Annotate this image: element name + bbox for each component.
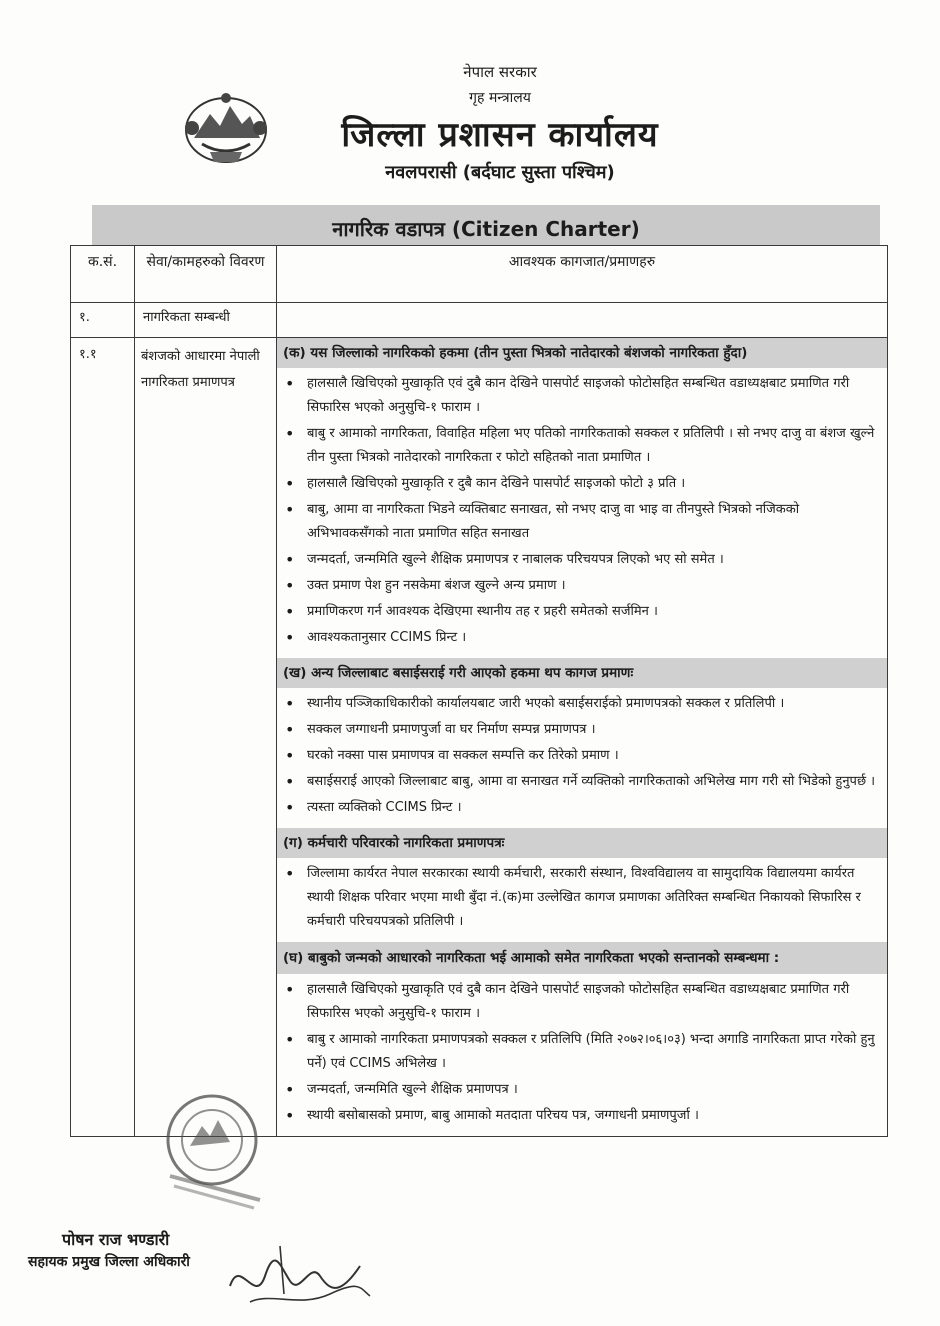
- list-item: • जिल्लामा कार्यरत नेपाल सरकारका स्थायी कर्मचारी, सरकारी संस्थान, विश्वविद्यालय वा सामुदायिक विद्यालयमा कार्यरत स्थायी शिक्षक परिवार भएमा माथी बुँदा नं.(क)मा उल्लेखित कागज प्रमाणका अतिरिक्त सम्बन्धित निकायको सिफारिस र कर्मचारी परिचयपत्रको प्रतिलिपी ।: [307, 862, 879, 934]
- section-list-ka: [277, 368, 887, 658]
- citizen-charter-table: [70, 245, 888, 1137]
- government-label: नेपाल सरकार: [463, 63, 537, 81]
- section-heading-ka: (क) यस जिल्लाको नागरिकको हकमा (तीन पुस्ता भित्रको नातेदारको बंशजको नागरिकता हुँदा): [277, 338, 887, 368]
- list-item: • हालसालै खिचिएको मुखाकृति एवं दुबै कान देखिने पासपोर्ट साइजको फोटोसहित सम्बन्धित वडाध्यक्षबाट प्रमाणित गरी सिफारिस भएको अनुसुचि-१ फाराम ।: [307, 978, 879, 1026]
- list-item: • बाबु र आमाको नागरिकता प्रमाणपत्रको सक्कल र प्रतिलिपि (मिति २०७२।०६।०३) भन्दा अगाडि नागरिकता प्राप्त गरेको हुनु पर्ने) एवं CCIMS अभिलेख ।: [307, 1028, 879, 1076]
- section-heading-gha: (घ) बाबुको जन्मको आधारको नागरिकता भई आमाको समेत नागरिकता भएको सन्तानको सम्बन्धमा :: [277, 942, 887, 974]
- header-service: सेवा/कामहरुको विवरण: [135, 246, 277, 303]
- list-item: • त्यस्ता व्यक्तिको CCIMS प्रिन्ट ।: [307, 796, 879, 820]
- charter-title-bar: [92, 205, 880, 245]
- office-title: जिल्ला प्रशासन कार्यालय: [341, 115, 659, 155]
- handwritten-signature: [220, 1236, 380, 1316]
- signatory-name: पोषन राज भण्डारी: [62, 1230, 170, 1249]
- list-item: • हालसालै खिचिएको मुखाकृति र दुबै कान देखिने पासपोर्ट साइजको फोटो ३ प्रति ।: [307, 472, 879, 496]
- ministry-label: गृह मन्त्रालय: [469, 90, 531, 106]
- district-label: नवलपरासी (बर्दघाट सुस्ता पश्चिम): [385, 162, 615, 183]
- row-service: बंशजको आधारमा नेपाली नागरिकता प्रमाणपत्र: [135, 338, 277, 1137]
- list-item: • उक्त प्रमाण पेश हुन नसकेमा बंशज खुल्ने अन्य प्रमाण ।: [307, 574, 879, 598]
- list-item: • आवश्यकतानुसार CCIMS प्रिन्ट ।: [307, 626, 879, 650]
- list-item: • जन्मदर्ता, जन्ममिति खुल्ने शैक्षिक प्रमाणपत्र र नाबालक परिचयपत्र लिएको भए सो समेत ।: [307, 548, 879, 572]
- page-header: [0, 0, 940, 200]
- row-sno: १.१: [71, 338, 135, 1137]
- list-item: • बाबु, आमा वा नागरिकता भिडने व्यक्तिबाट सनाखत, सो नभए दाजु वा भाइ वा तीनपुस्ते भित्रको नजिकको अभिभावकसँगको नाता प्रमाणित सहित सनाखत: [307, 498, 879, 546]
- table-header-row: [71, 246, 888, 303]
- table-row: [71, 338, 888, 1137]
- government-emblem-icon: [180, 88, 272, 168]
- category-service: नागरिकता सम्बन्धी: [135, 303, 277, 338]
- header-sno: क.सं.: [71, 246, 135, 303]
- list-item: • स्थानीय पञ्जिकाधिकारीको कार्यालयबाट जारी भएको बसाईसराईको प्रमाणपत्रको सक्कल र प्रतिलिपी ।: [307, 692, 879, 716]
- section-list-gha: [277, 974, 887, 1136]
- office-seal-stamp: [150, 1080, 280, 1210]
- section-heading-ga: (ग) कर्मचारी परिवारको नागरिकता प्रमाणपत्रः: [277, 828, 887, 858]
- list-item: • सक्कल जग्गाधनी प्रमाणपुर्जा वा घर निर्माण सम्पन्न प्रमाणपत्र ।: [307, 718, 879, 742]
- list-item: • प्रमाणिकरण गर्न आवश्यक देखिएमा स्थानीय तह र प्रहरी समेतको सर्जमिन ।: [307, 600, 879, 624]
- charter-title: नागरिक वडापत्र (Citizen Charter): [332, 217, 640, 241]
- section-list-kha: [277, 688, 887, 828]
- list-item: • बसाईसराई आएको जिल्लाबाट बाबु, आमा वा सनाखत गर्ने व्यक्तिको नागरिकताको अभिलेख माग गरी सो भिडेको हुनुपर्छ ।: [307, 770, 879, 794]
- table-row-category: [71, 303, 888, 338]
- header-documents: आवश्यक कागजात/प्रमाणहरु: [277, 246, 888, 303]
- category-sno: १.: [71, 303, 135, 338]
- section-heading-kha: (ख) अन्य जिल्लाबाट बसाईसराई गरी आएको हकमा थप कागज प्रमाणः: [277, 658, 887, 688]
- row-documents: [277, 338, 888, 1137]
- list-item: • हालसालै खिचिएको मुखाकृति एवं दुबै कान देखिने पासपोर्ट साइजको फोटोसहित सम्बन्धित वडाध्यक्षबाट प्रमाणित गरी सिफारिस भएको अनुसुचि-१ फाराम ।: [307, 372, 879, 420]
- signatory-title: सहायक प्रमुख जिल्ला अधिकारी: [28, 1254, 190, 1270]
- list-item: • घरको नक्सा पास प्रमाणपत्र वा सक्कल सम्पत्ति कर तिरेको प्रमाण ।: [307, 744, 879, 768]
- list-item: • स्थायी बसोबासको प्रमाण, बाबु आमाको मतदाता परिचय पत्र, जग्गाधनी प्रमाणपुर्जा ।: [307, 1104, 879, 1128]
- section-list-ga: [277, 858, 887, 942]
- list-item: • जन्मदर्ता, जन्ममिति खुल्ने शैक्षिक प्रमाणपत्र ।: [307, 1078, 879, 1102]
- list-item: • बाबु र आमाको नागरिकता, विवाहित महिला भए पतिको नागरिकताको सक्कल र प्रतिलिपी । सो नभए दाजु वा बंशज खुल्ने तीन पुस्ता भित्रको नातेदारको नागरिकता र फोटो सहितको नाता प्रमाणित ।: [307, 422, 879, 470]
- category-empty: [277, 303, 888, 338]
